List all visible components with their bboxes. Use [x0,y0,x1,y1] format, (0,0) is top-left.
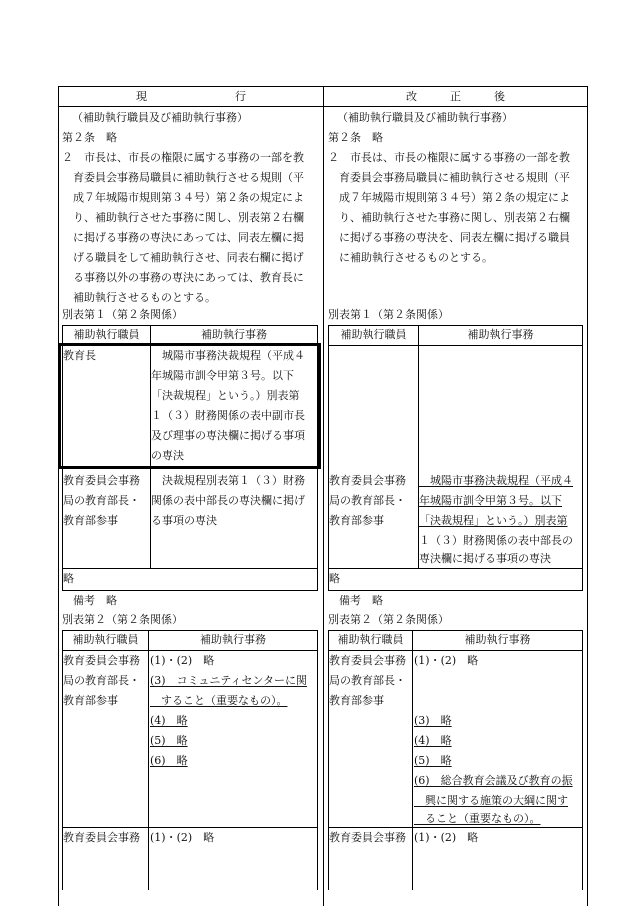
right-t2-r2-staff: 教育委員会事務 [329,831,406,844]
right-t2-r2-task: (1)・(2) 略 [414,831,479,844]
right-para-line: り、補助執行させた事務に関し、別表第２右欄 [339,211,570,224]
right-para-line: ２ 市長は、市長の権限に属する事務の一部を教 [328,151,570,164]
left-para-line: 育委員会事務局職員に補助執行させる規則（平 [73,171,304,184]
left-t1-r2-staff-line: 教育部参事 [63,514,118,527]
frame-left [58,86,59,906]
right-para-line: に補助執行させるものとする。 [339,251,493,264]
left-para-line: ２ 市長は、市長の権限に属する事務の一部を教 [62,151,304,164]
right-t2-head-staff: 補助執行職員 [337,633,404,646]
left-t1-r2-task-line: 関係の表中部長の専決欄に掲げ [151,494,305,507]
left-t2-r1-task-line: (4) 略 [150,714,188,727]
left-t1-r1-task-line: 城陽市事務決裁規程（平成４ [151,349,305,362]
left-t2-r1-staff-line: 局の教育部長・ [63,674,140,687]
right-t2-r1-task-line: (4) 略 [414,734,452,747]
left-t2-r1-task-line: (6) 略 [150,754,188,767]
left-t1-r1-task-line: 「決裁規程」という。）別表第 [151,389,300,402]
left-t1-r1-task-line: の専決 [151,449,184,462]
left-para-line: げる職員をして補助執行させ、同表右欄に掲げ [73,251,304,264]
left-t2-r2-task: (1)・(2) 略 [150,831,215,844]
right-t1-r2-task-line: 専決欄に掲げる事項の専決 [419,552,551,565]
left-t1-r2-staff-line: 教育委員会事務 [63,474,140,487]
left-t1-r3: 略 [63,572,74,585]
left-t1-r2-staff-line: 局の教育部長・ [63,494,140,507]
header-revised: 改 正 後 [406,90,505,103]
right-t2-r1-staff-line: 教育部参事 [329,694,384,707]
left-para-line: 補助執行させるものとする。 [73,291,216,304]
right-para-line: に掲げる事務の専決を、同表左欄に掲げる職員 [339,231,570,244]
right-para-line: 成７年城陽市規則第３４号）第２条の規定によ [339,191,570,204]
left-t1-head-staff: 補助執行職員 [73,328,140,341]
right-t1-r2-staff-line: 教育委員会事務 [329,474,406,487]
right-t2-r1-task-line: ること（重要なもの）。 [414,812,541,825]
left-t2-r1-task-line: (5) 略 [150,734,188,747]
left-t1-r2-task-line: 決裁規程別表第１（３）財務 [151,474,305,487]
right-para-line: 育委員会事務局職員に補助執行させる規則（平 [339,171,570,184]
left-table1-title: 別表第１（第２条関係） [62,308,183,321]
right-t2-r1-task-line: (1)・(2) 略 [414,654,479,667]
right-t2-r1-task-line: 興に関する施策の大綱に関す [414,794,568,807]
right-t1-r2-task-line: １（３）財務関係の表中部長の [419,534,573,547]
left-para-line: り、補助執行させた事務に関し、別表第２右欄 [73,211,304,224]
right-t1-r2-staff-line: 教育部参事 [329,514,384,527]
right-t1-head-task: 補助執行事務 [467,328,534,341]
left-para-line: る事務以外の事務の専決にあっては、教育長に [73,271,304,284]
right-t1-r2-task-line: 年城陽市訓令甲第３号。以下 [419,494,562,507]
left-article: 第２条 略 [62,131,117,144]
left-t2-r1-staff-line: 教育委員会事務 [63,654,140,667]
right-t2-r1-staff-line: 局の教育部長・ [329,674,406,687]
right-table2-title: 別表第２（第２条関係） [328,613,449,626]
header-current: 現 行 [136,90,246,103]
right-t1-r3: 略 [329,572,340,585]
right-t1-r2-task-line: 「決裁規程」という。）別表第 [419,514,568,527]
left-bikou: 備考 略 [62,594,117,607]
left-para-line: に掲げる事務の専決にあっては、同表左欄に掲 [73,231,304,244]
left-t1-r1-task-line: 及び理事の専決欄に掲げる事項 [151,429,305,442]
left-t2-r1-staff-line: 教育部参事 [63,694,118,707]
left-t1-head-task: 補助執行事務 [201,328,267,341]
left-t2-r1-task-line: (1)・(2) 略 [150,654,215,667]
left-subtitle: （補助執行職員及び補助執行事務） [72,111,248,124]
left-para-line: 成７年城陽市規則第３４号）第２条の規定によ [73,191,304,204]
left-t2-r2-staff: 教育委員会事務 [63,831,140,844]
left-table2-title: 別表第２（第２条関係） [62,613,183,626]
right-t1-r2-task-line: 城陽市事務決裁規程（平成４ [419,474,573,487]
left-t2-head-staff: 補助執行職員 [72,633,139,646]
left-t2-head-task: 補助執行事務 [200,633,266,646]
right-t1-r2-staff-line: 局の教育部長・ [329,494,406,507]
left-t1-r1-task-line: １（３）財務関係の表中副市長 [151,409,305,422]
right-t2-head-task: 補助執行事務 [464,633,531,646]
right-bikou: 備考 略 [328,594,383,607]
right-subtitle: （補助執行職員及び補助執行事務） [337,111,513,124]
frame-right [587,86,588,906]
right-t2-r1-task-line: (6) 総合教育会議及び教育の振 [414,774,573,787]
left-t1-r2-task-line: る事項の専決 [151,514,217,527]
left-t1-r1-task-line: 年城陽市訓令甲第３号。以下 [151,369,294,382]
right-t2-r1-task-line: (5) 略 [414,754,452,767]
left-t1-r1-staff: 教育長 [63,349,96,362]
right-article: 第２条 略 [328,131,383,144]
right-t2-r1-task-line: (3) 略 [414,714,452,727]
column-divider [323,86,324,906]
right-table1-title: 別表第１（第２条関係） [328,308,449,321]
left-t2-r1-task-line: すること（重要なもの）。 [150,694,288,707]
right-t1-head-staff: 補助執行職員 [340,328,407,341]
right-t2-r1-staff-line: 教育委員会事務 [329,654,406,667]
left-t2-r1-task-line: (3) コミュニティセンターに関 [150,674,308,687]
